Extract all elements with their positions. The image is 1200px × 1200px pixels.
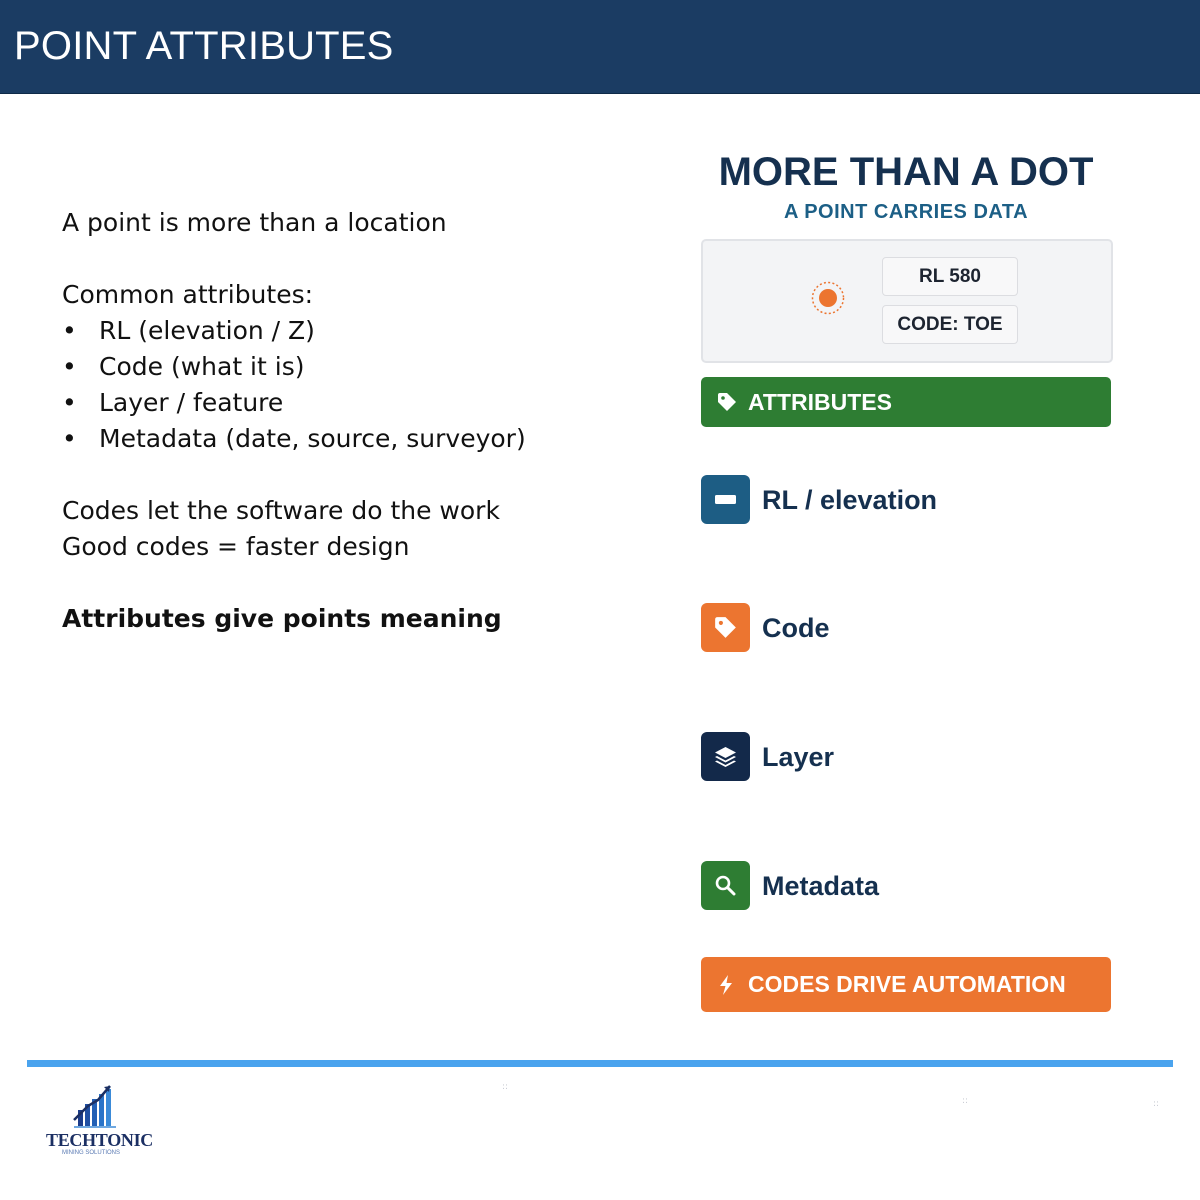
conclusion-line: Attributes give points meaning — [62, 604, 502, 633]
page-title: POINT ATTRIBUTES — [14, 24, 394, 68]
rl-tag: RL 580 — [882, 257, 1018, 296]
title-bar — [0, 0, 1200, 94]
attribute-label: Metadata — [762, 871, 880, 901]
bullet-text: Layer / feature — [99, 388, 284, 417]
attributes-banner-label: ATTRIBUTES — [748, 389, 892, 415]
good-codes-line: Good codes = faster design — [62, 532, 410, 561]
tag-icon — [714, 616, 737, 639]
decorative-speck: :: — [1153, 1099, 1160, 1109]
point-card — [701, 239, 1113, 363]
logo-wordmark: TECHTONIC — [46, 1130, 153, 1150]
rl-icon-tile — [701, 475, 750, 524]
diagram-subtitle: A POINT CARRIES DATA — [783, 201, 1029, 223]
bullet-item — [62, 385, 622, 421]
logo-tagline: MINING SOLUTIONS — [62, 1150, 121, 1156]
automation-banner-label: CODES DRIVE AUTOMATION — [748, 971, 1066, 997]
bullet-text: Code (what it is) — [99, 352, 305, 381]
minus-bar-icon — [714, 488, 737, 511]
bullet-marker: • — [62, 352, 77, 381]
search-icon — [714, 874, 737, 897]
attribute-label: Layer — [762, 742, 835, 772]
bullet-marker: • — [62, 316, 77, 345]
bullet-item — [62, 421, 622, 457]
bar-chart-logo-icon — [44, 1080, 154, 1132]
attributes-banner — [701, 377, 1111, 427]
attribute-label: Code — [762, 613, 830, 643]
codes-line: Codes let the software do the work — [62, 496, 500, 525]
decorative-speck: :: — [502, 1082, 509, 1092]
company-logo — [44, 1080, 154, 1160]
metadata-icon-tile — [701, 861, 750, 910]
diagram-title: MORE THAN A DOT — [718, 150, 1094, 194]
bullet-marker: • — [62, 388, 77, 417]
code-icon-tile — [701, 603, 750, 652]
footer-divider — [27, 1060, 1173, 1067]
attribute-label: RL / elevation — [762, 485, 938, 515]
layers-icon — [714, 745, 737, 768]
bullet-item — [62, 313, 622, 349]
bullet-marker: • — [62, 424, 77, 453]
bullet-item — [62, 349, 622, 385]
intro-line: A point is more than a location — [62, 208, 447, 237]
layer-icon-tile — [701, 732, 750, 781]
bolt-icon — [717, 974, 735, 996]
survey-point-icon — [811, 281, 845, 315]
common-attributes-heading: Common attributes: — [62, 280, 314, 309]
automation-banner — [701, 957, 1111, 1012]
code-tag: CODE: TOE — [882, 305, 1018, 344]
decorative-speck: :: — [962, 1096, 969, 1106]
bullet-text: RL (elevation / Z) — [99, 316, 315, 345]
left-text-column — [62, 205, 622, 637]
bullet-text: Metadata (date, source, surveyor) — [99, 424, 526, 453]
tag-icon — [717, 392, 737, 412]
